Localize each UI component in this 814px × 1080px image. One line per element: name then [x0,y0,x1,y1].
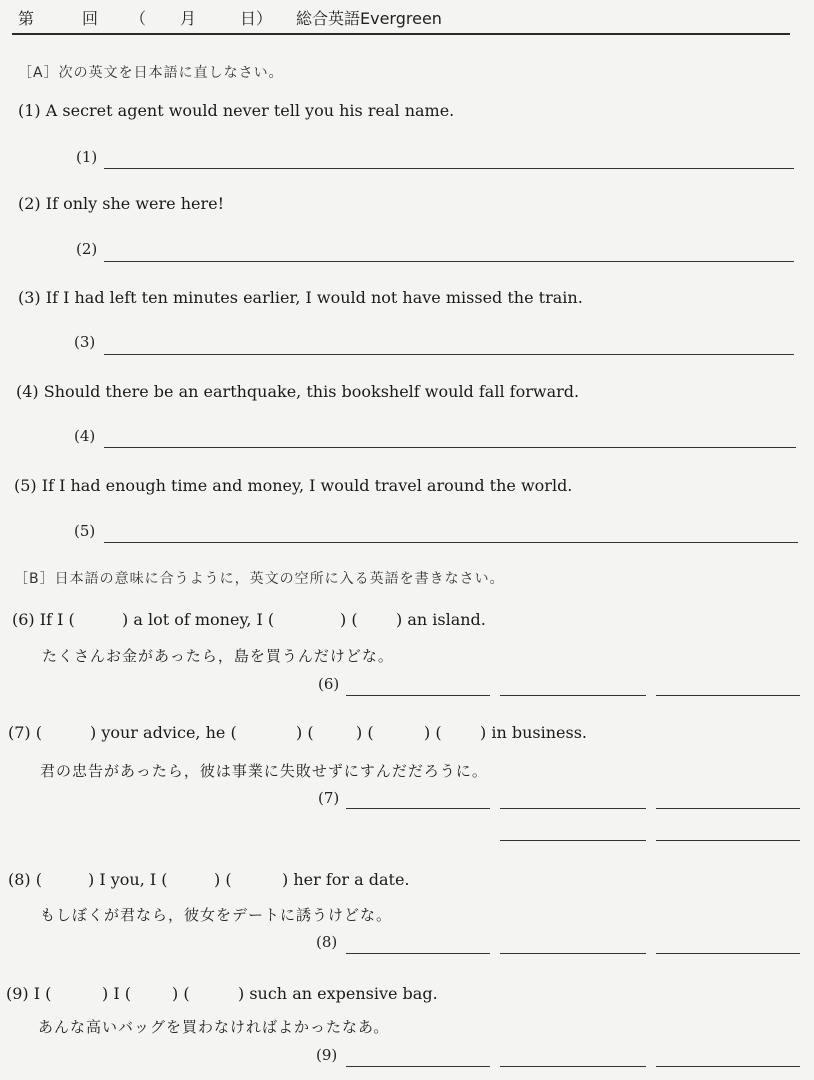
section-b-instruction: ［B］日本語の意味に合うように，英文の空所に入る英語を書きなさい。 [14,571,505,587]
question-3-sentence: (3) If I had left ten minutes earlier, I would not have missed the train. [18,288,583,307]
question-6-part-3: ) ( [340,610,358,629]
answer-8-blank-2[interactable] [500,953,646,954]
question-4-sentence: (4) Should there be an earthquake, this bookshelf would fall forward. [16,382,580,401]
question-6-part-1: (6) If I ( [12,610,75,629]
answer-9-blank-1[interactable] [346,1066,490,1067]
question-8-part-3: ) ( [214,870,232,889]
answer-7-blank-3[interactable] [656,808,800,809]
answer-6-blank-3[interactable] [656,695,800,696]
question-8-japanese: もしぼくが君なら，彼女をデートに誘うけどな。 [40,906,393,924]
question-8-part-1: (8) ( [8,870,42,889]
answer-6-blank-1[interactable] [346,695,490,696]
question-9-part-1: (9) I ( [6,984,52,1003]
answer-8-label: (8) [316,933,338,951]
question-7-part-3: ) ( [296,723,314,742]
answer-3-label: (3) [74,333,96,351]
question-7-part-4: ) ( [356,723,374,742]
answer-8-blank-3[interactable] [656,953,800,954]
question-8-part-4: ) her for a date. [282,870,410,889]
answer-5-label: (5) [74,522,96,540]
answer-7-blank-2[interactable] [500,808,646,809]
question-9-part-3: ) ( [172,984,190,1003]
answer-9-blank-3[interactable] [656,1066,800,1067]
answer-3-line[interactable] [104,354,794,355]
question-1-sentence: (1) A secret agent would never tell you his real name. [18,101,455,120]
header-dai: 第 [18,9,35,28]
question-6-part-4: ) an island. [396,610,486,629]
answer-1-label: (1) [76,148,98,166]
question-7-part-2: ) your advice, he ( [90,723,237,742]
answer-8-blank-1[interactable] [346,953,490,954]
answer-6-blank-2[interactable] [500,695,646,696]
answer-5-line[interactable] [104,542,798,543]
question-7-japanese: 君の忠告があったら，彼は事業に失敗せずにすんだだろうに。 [40,762,488,780]
answer-7-label: (7) [318,789,340,807]
answer-7-blank-1[interactable] [346,808,490,809]
question-9-japanese: あんな高いバッグを買わなければよかったなあ。 [38,1018,390,1036]
question-2-sentence: (2) If only she were here! [18,194,225,213]
question-8-part-2: ) I you, I ( [88,870,168,889]
answer-6-label: (6) [318,675,340,693]
section-a-instruction: ［A］次の英文を日本語に直しなさい。 [18,65,284,81]
course-title: 総合英語Evergreen [296,9,442,28]
answer-7-blank-4[interactable] [500,840,646,841]
header-hi: 日） [240,9,273,28]
question-7-part-1: (7) ( [8,723,42,742]
header-kai: 回 [82,9,99,28]
answer-4-line[interactable] [104,447,796,448]
answer-1-line[interactable] [104,168,794,169]
answer-2-label: (2) [76,240,98,258]
header-rule [12,33,790,35]
question-9-part-2: ) I ( [102,984,131,1003]
answer-7-blank-5[interactable] [656,840,800,841]
answer-2-line[interactable] [104,261,794,262]
question-5-sentence: (5) If I had enough time and money, I would travel around the world. [14,476,573,495]
answer-4-label: (4) [74,427,96,445]
header-tsuki: 月 [180,9,197,28]
answer-9-blank-2[interactable] [500,1066,646,1067]
question-6-japanese: たくさんお金があったら，島を買うんだけどな。 [42,647,394,665]
question-7-part-5: ) ( [424,723,442,742]
answer-9-label: (9) [316,1046,338,1064]
question-7-part-6: ) in business. [480,723,587,742]
question-9-part-4: ) such an expensive bag. [238,984,438,1003]
header-paren-open: （ [130,9,147,28]
question-6-part-2: ) a lot of money, I ( [122,610,275,629]
